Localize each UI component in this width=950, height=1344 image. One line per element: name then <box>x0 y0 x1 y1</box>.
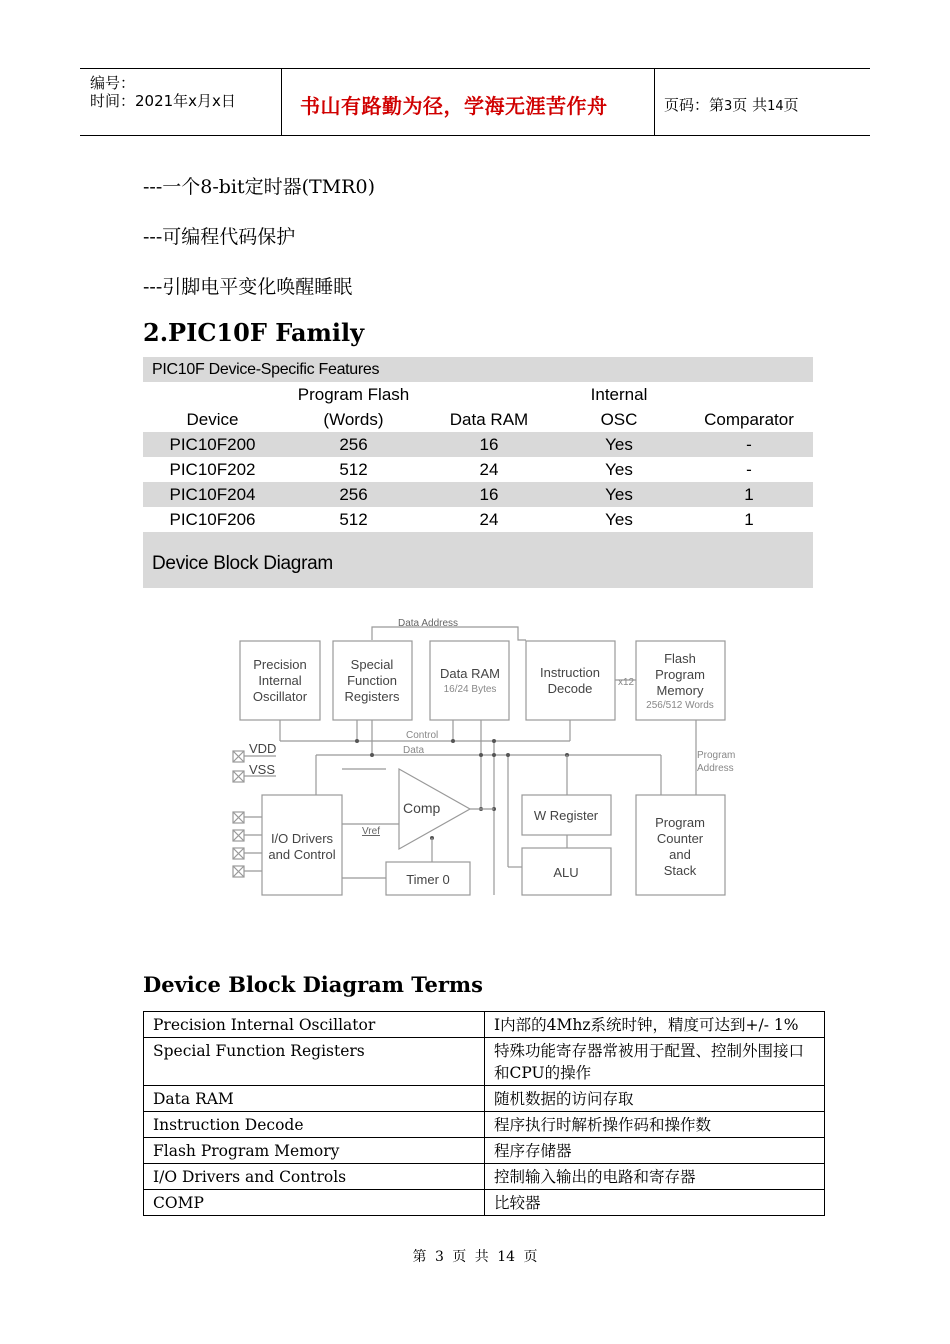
header-top-rule <box>80 68 870 69</box>
table-row <box>144 1164 825 1190</box>
cell-flash: 256 <box>339 435 368 454</box>
col-header-device: Device <box>186 410 239 429</box>
table-row <box>144 1012 825 1038</box>
cell-osc: Yes <box>605 435 633 454</box>
text-flash: Memory <box>656 683 704 698</box>
header-motto: 书山有路勤为径，学海无涯苦作舟 <box>300 94 608 118</box>
label-program-address: Program <box>697 750 736 761</box>
header-page-info: 页码：第3页 共14页 <box>664 96 799 114</box>
text-x12: x12 <box>617 677 635 688</box>
junction-dot <box>451 739 455 743</box>
col-header-flash: Program Flash <box>297 385 410 404</box>
cell-flash: 512 <box>339 510 368 529</box>
table-row <box>143 432 813 457</box>
text-pc: Stack <box>663 863 697 878</box>
col-header-flash-unit: (Words) <box>323 410 384 429</box>
header-divider <box>654 68 655 136</box>
text-timer: Timer 0 <box>406 872 450 887</box>
label-vss: VSS <box>249 762 276 777</box>
features-table-header <box>143 382 813 432</box>
label-data-address: Data Address <box>398 618 459 629</box>
label-data: Data <box>403 745 425 756</box>
cell-ram: 24 <box>479 510 499 529</box>
cell-osc: Yes <box>605 510 633 529</box>
header-time-label: 时间：2021年x月x日 <box>90 92 236 110</box>
col-header-comparator: Comparator <box>704 410 794 429</box>
text-sfr: Function <box>347 673 397 688</box>
features-table <box>143 357 813 588</box>
table-row <box>144 1038 825 1086</box>
cell-comparator: 1 <box>744 485 754 504</box>
cell-device: PIC10F200 <box>169 435 256 454</box>
block-diagram <box>226 612 736 902</box>
table-row <box>143 507 813 532</box>
bullet-line: ---引脚电平变化唤醒睡眠 <box>143 276 353 298</box>
cell-osc: Yes <box>605 485 633 504</box>
text-io: and Control <box>268 847 336 862</box>
text-pc: and <box>669 847 691 862</box>
cell-ram: 24 <box>479 460 499 479</box>
junction-dot <box>370 753 374 757</box>
junction-dot <box>479 753 483 757</box>
header-divider <box>281 68 282 136</box>
cell-osc: Yes <box>605 460 633 479</box>
junction-dot <box>355 739 359 743</box>
text-sfr: Registers <box>344 689 400 704</box>
junction-dot <box>506 753 510 757</box>
text-comp: Comp <box>403 800 441 816</box>
desc-cell: 随机数据的访问存取 <box>485 1086 825 1112</box>
desc-cell: 比较器 <box>485 1190 825 1216</box>
col-header-ram: Data RAM <box>449 410 529 429</box>
text-wreg: W Register <box>533 808 599 823</box>
col-header-osc: Internal <box>590 385 648 404</box>
terms-title: Device Block Diagram Terms <box>143 972 483 997</box>
desc-cell: 程序执行时解析操作码和操作数 <box>485 1112 825 1138</box>
header-number-label: 编号： <box>90 74 136 92</box>
header-bottom-rule <box>80 135 870 136</box>
bullet-line: ---可编程代码保护 <box>143 226 296 248</box>
text-vref: Vref <box>362 826 380 837</box>
desc-cell: 控制输入输出的电路和寄存器 <box>485 1164 825 1190</box>
features-table-title: PIC10F Device-Specific Features <box>143 357 813 382</box>
text-osc: Oscillator <box>252 689 308 704</box>
term-cell: COMP <box>144 1190 485 1216</box>
table-row <box>144 1138 825 1164</box>
table-row <box>144 1112 825 1138</box>
bullet-line: ---一个8-bit定时器(TMR0) <box>143 176 375 198</box>
cell-device: PIC10F202 <box>169 460 256 479</box>
text-ram-size: 16/24 Bytes <box>443 684 497 695</box>
section-title: 2.PIC10F Family <box>143 318 365 347</box>
term-cell: Instruction Decode <box>144 1112 485 1138</box>
cell-device: PIC10F206 <box>169 510 256 529</box>
block-diagram-title: Device Block Diagram <box>143 532 813 588</box>
table-row <box>144 1190 825 1216</box>
terms-table <box>143 1011 825 1216</box>
junction-dot <box>492 739 496 743</box>
text-alu: ALU <box>553 865 579 880</box>
cell-comparator: 1 <box>744 510 754 529</box>
cell-comparator: - <box>746 460 752 479</box>
cell-comparator: - <box>746 435 752 454</box>
desc-cell: 程序存储器 <box>485 1138 825 1164</box>
text-flash: Flash <box>664 651 696 666</box>
term-cell: Flash Program Memory <box>144 1138 485 1164</box>
term-cell: Special Function Registers <box>144 1038 485 1086</box>
text-flash: Program <box>655 667 705 682</box>
text-pc: Program <box>655 815 705 830</box>
junction-dot <box>492 753 496 757</box>
term-cell: I/O Drivers and Controls <box>144 1164 485 1190</box>
label-program-address: Address <box>697 763 734 774</box>
term-cell: Precision Internal Oscillator <box>144 1012 485 1038</box>
text-decode: Decode <box>547 681 593 696</box>
cell-flash: 256 <box>339 485 368 504</box>
io-pins <box>233 812 262 877</box>
cell-device: PIC10F204 <box>169 485 256 504</box>
cell-ram: 16 <box>479 435 499 454</box>
cell-flash: 512 <box>339 460 368 479</box>
term-cell: Data RAM <box>144 1086 485 1112</box>
desc-cell: 特殊功能寄存器常被用于配置、控制外围接口和CPU的操作 <box>485 1038 825 1086</box>
desc-cell: I内部的4Mhz系统时钟，精度可达到+/- 1% <box>485 1012 825 1038</box>
text-ram: Data RAM <box>440 666 500 681</box>
text-io: I/O Drivers <box>270 831 334 846</box>
text-decode: Instruction <box>540 665 600 680</box>
text-osc: Internal <box>258 673 302 688</box>
col-header-osc-2: OSC <box>600 410 638 429</box>
text-pc: Counter <box>656 831 704 846</box>
text-osc: Precision <box>253 657 307 672</box>
page-footer: 第 3 页 共 14 页 <box>412 1249 538 1265</box>
label-control: Control <box>406 730 439 741</box>
label-vdd: VDD <box>249 741 277 756</box>
table-row <box>143 457 813 482</box>
text-flash-size: 256/512 Words <box>646 700 714 711</box>
table-row <box>143 482 813 507</box>
text-sfr: Special <box>350 657 394 672</box>
table-row <box>144 1086 825 1112</box>
cell-ram: 16 <box>479 485 499 504</box>
